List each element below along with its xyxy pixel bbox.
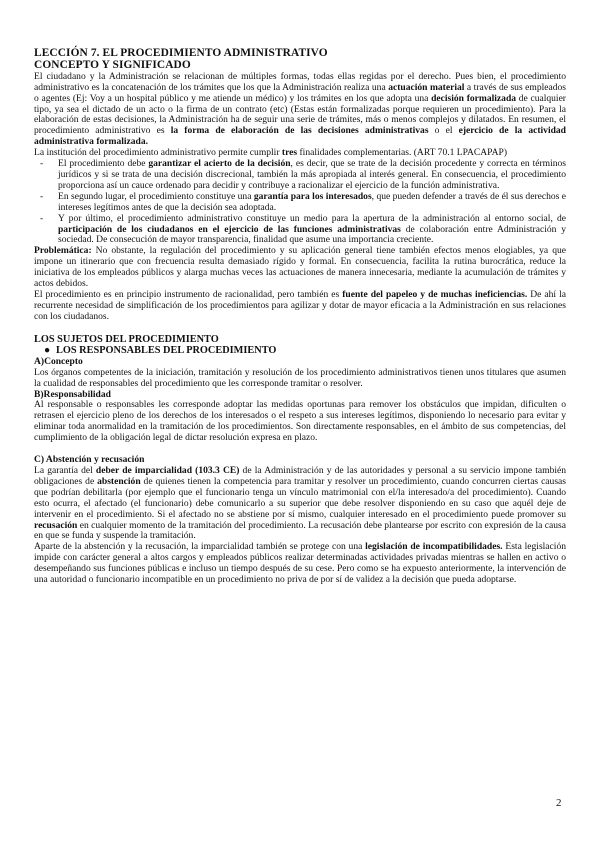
heading-concepto: A)Concepto — [34, 355, 83, 367]
subsection-title-responsables: ● LOS RESPONSABLES DEL PROCEDIMIENTO — [44, 345, 277, 357]
finalities-list — [34, 159, 566, 246]
section-title-concept: CONCEPTO Y SIGNIFICADO — [34, 59, 191, 72]
section-title-subjects: LOS SUJETOS DEL PROCEDIMIENTO — [34, 333, 219, 345]
heading-responsabilidad: B)Responsabilidad — [34, 388, 111, 400]
bullet-icon: ● — [44, 345, 51, 357]
list-item: - Y por último, el procedimiento administrativo constituye un medio para la apertura de la administración al entorno social, de participación de los ciudadanos en el ejercicio de las funciones administrativas de colaboración entre Administración y sociedad. De consecución de mayor transparencia, finalidad que asume una importancia creciente. — [40, 212, 567, 246]
incompatibilidades-paragraph: Aparte de la abstención y la recusación, la imparcialidad también se protege con una legislación de incompatibilidades. Esta legislación impide con carácter general a altos cargos y empleados públicos realizar determinadas actividades privadas mientras se hallen en activo o desempeñando sus funciones públicas e incluso un tiempo después de su cese. Pero como se ha expuesto anteriormente, la intervención de una autoridad o funcionario incompatible en un procedimiento no priva de por sí de validez a la decisión que pueda adoptarse. — [34, 541, 566, 586]
list-item: - El procedimiento debe garantizar el acierto de la decisión, es decir, que se trate de la decisión procedente y correcta en términos jurídicos y si se trata de una decisión discrecional, también la más apropiada al interés general. En consecuencia, el procedimiento proporciona así un cauce ordenado para decidir y contribuye a racionalizar el ejercicio de la función administrativa. — [40, 158, 566, 191]
document-page — [34, 47, 566, 586]
finalities-paragraph: La institución del procedimiento administrativo permite cumplir tres finalidades complementarias. (ART 70.1 LPACAPAP) — [34, 147, 507, 159]
concepto-paragraph: Los órganos competentes de la iniciación, tramitación y resolución de los procedimiento administrativos tienen unos titulares que asumen la cualidad de responsables del procedimiento que les corresponde tramitar o resolver. — [34, 366, 566, 389]
problem-paragraph: Problemática: No obstante, la regulación del procedimiento y su aplicación general tiene también efectos menos elogiables, ya que impone un itinerario que con frecuencia resulta demasiado rígido y formal. En consecuencia, facilita la rutina burocrática, reduce la iniciativa de los empleados públicos y alarga muchas veces las actuaciones de manera innecesaria, mediante la acumulación de trámites y actos debidos. — [34, 245, 566, 290]
heading-abstencion: C) Abstención y recusación — [34, 454, 145, 466]
lesson-title: LECCIÓN 7. EL PROCEDIMIENTO ADMINISTRATIVO — [34, 47, 328, 59]
concept-paragraph: El ciudadano y la Administración se relacionan de múltiples formas, todas ellas regidas por el derecho. Pues bien, el procedimiento administrativo es la concatenación de los trámites que los que la Administración realiza una actuación material a través de sus empleados o agentes (Ej: Voy a un hospital público y me atiende un médico) y los trámites en los que adopta una decisión formalizada de cualquier tipo, ya sea el dictado de un acto o la firma de un contrato (etc) (Estas están formalizadas porque requieren un procedimiento). Para la elaboración de estas decisiones, la Administración ha de seguir una serie de trámites, más o menos complejos y dilatados. En resumen, el procedimiento administrativo es la forma de elaboración de las decisiones administrativas o el ejercicio de la actividad administrativa formalizada. — [34, 70, 567, 148]
list-item: - En segundo lugar, el procedimiento constituye una garantía para los interesados, que pueden defender a través de él sus derechos e intereses legítimos antes de que la decisión sea adoptada. — [40, 190, 566, 213]
responsabilidad-paragraph: Al responsable o responsables les corresponde adoptar las medidas oportunas para remover los obstáculos que impidan, dificulten o retrasen el ejercicio pleno de los derechos de los interesados o el respeto a sus intereses legítimos, disponiendo lo necesario para evitar y eliminar toda anormalidad en la tramitación de los procedimientos. Son directamente responsables, en el ámbito de sus competencias, del cumplimiento de la obligación legal de dictar resolución expresa en plazo. — [34, 399, 566, 444]
spacer — [34, 323, 566, 334]
page-number: 2 — [556, 797, 562, 809]
abstencion-paragraph: La garantía del deber de imparcialidad (103.3 CE) de la Administración y de las autoridades y personal a su servicio impone también obligaciones de abstención de quienes tienen la competencia para tramitar y resolver un procedimiento, cuando concurren ciertas causas que podrían debilitarla (por ejemplo que el funcionario tenga un vínculo matrimonial con el/la interesado/a del procedimiento). Cuando esto ocurra, el afectado (el funcionario) debe comunicarlo a su superior que debe resolver disponiendo en su caso que aquél deje de intervenir en el procedimiento. Si el afectado no se abstiene por sí mismo, cualquier interesado en el procedimiento puede promover su recusación en cualquier momento de la tramitación del procedimiento. La recusación debe plantearse por escrito con expresión de la causa en que se funda y suspende la tramitación. — [34, 465, 567, 542]
rationality-paragraph: El procedimiento es en principio instrumento de racionalidad, pero también es fuente del papeleo y de muchas ineficiencias. De ahí la recurrente necesidad de simplificación de los procedimientos para agilizar y dotar de mayor eficacia a la Administración en sus relaciones con los ciudadanos. — [34, 288, 566, 322]
